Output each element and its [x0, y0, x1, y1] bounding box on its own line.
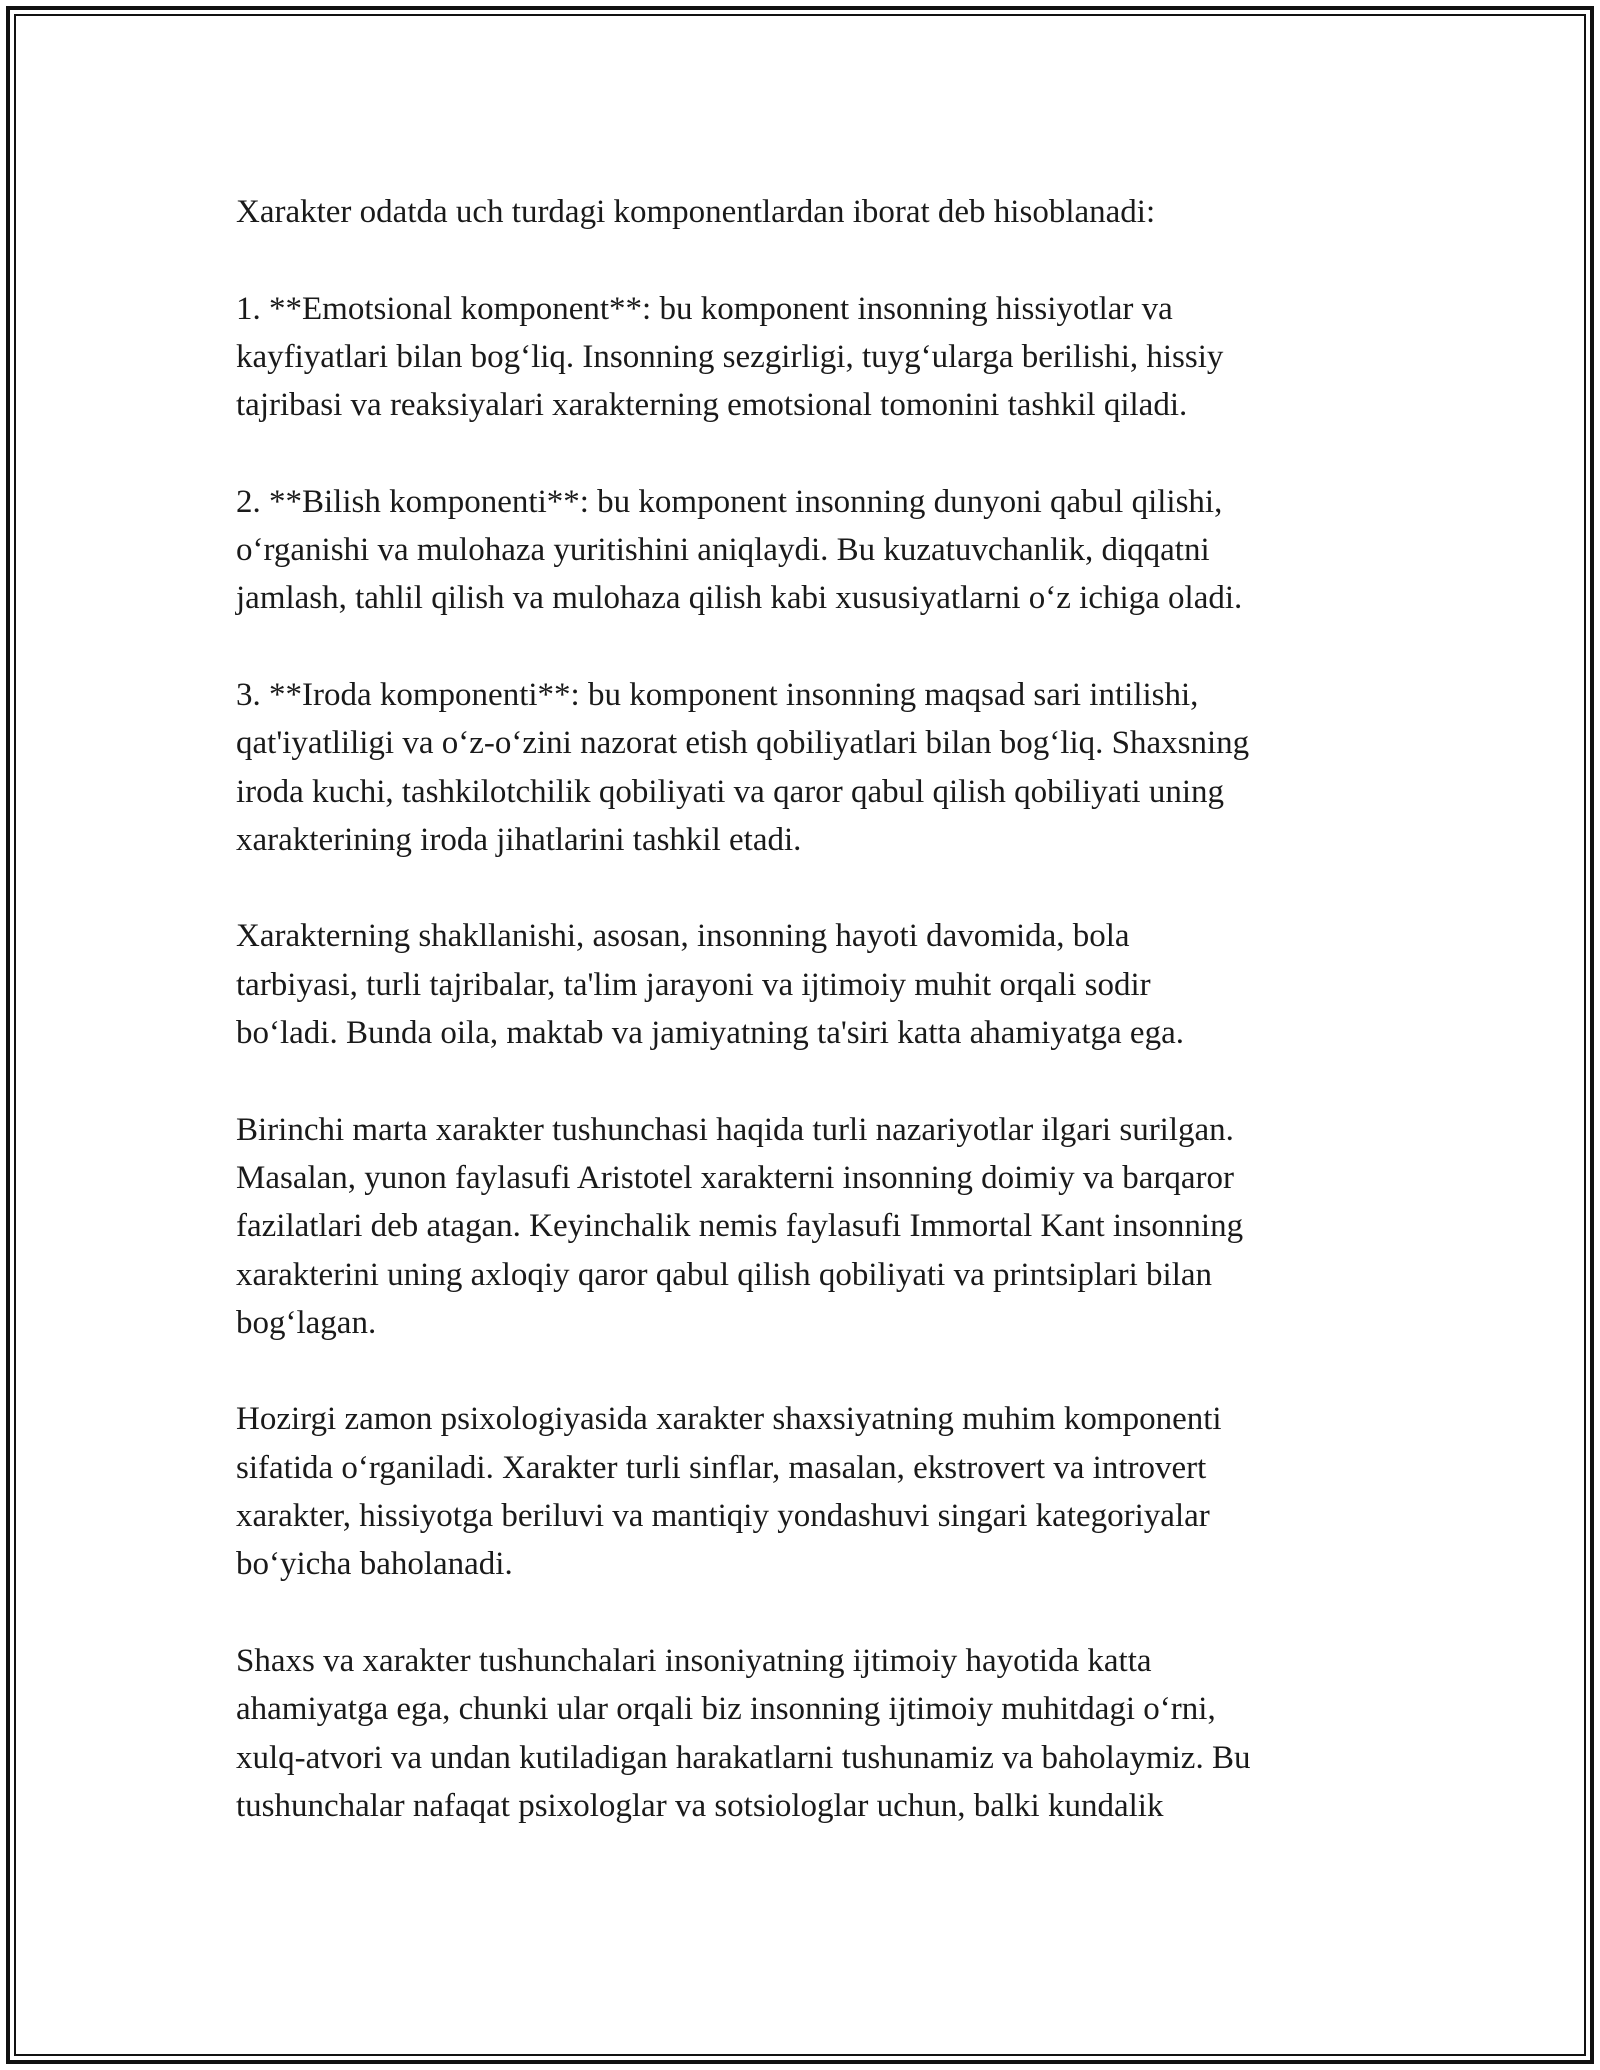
text-line: 2. **Bilish komponenti**: bu komponent insonning dunyoni qabul qilishi,	[236, 483, 1223, 520]
text-line: Xarakter odatda uch turdagi komponentlardan iborat deb hisoblanadi:	[236, 194, 1156, 230]
text-line: sifatida o‘rganiladi. Xarakter turli sinflar, masalan, ekstrovert va introvert	[236, 1449, 1207, 1486]
document-body	[236, 188, 1376, 1878]
text-line: kayfiyatlari bilan bog‘liq. Insonning sezgirligi, tuyg‘ularga berilishi, hissiy	[236, 338, 1224, 375]
text-line: jamlash, tahlil qilish va mulohaza qilish kabi xususiyatlarni o‘z ichiga oladi.	[236, 580, 1243, 617]
text-line: bo‘ladi. Bunda oila, maktab va jamiyatning ta'siri katta ahamiyatga ega.	[236, 1015, 1184, 1052]
paragraph	[236, 1637, 1376, 1830]
text-line: tushunchalar nafaqat psixologlar va sotsiologlar uchun, balki kundalik	[236, 1787, 1164, 1824]
text-line: tarbiyasi, turli tajribalar, ta'lim jarayoni va ijtimoiy muhit orqali sodir	[236, 966, 1151, 1003]
text-line: xarakterini uning axloqiy qaror qabul qilish qobiliyati va printsiplari bilan	[236, 1256, 1213, 1293]
paragraph	[236, 671, 1376, 864]
text-line: Hozirgi zamon psixologiyasida xarakter shaxsiyatning muhim komponenti	[236, 1401, 1222, 1438]
text-line: bo‘yicha baholanadi.	[236, 1546, 513, 1583]
paragraph	[236, 912, 1376, 1057]
text-line: Birinchi marta xarakter tushunchasi haqida turli nazariyotlar ilgari surilgan.	[236, 1111, 1234, 1148]
text-line: o‘rganishi va mulohaza yuritishini aniqlaydi. Bu kuzatuvchanlik, diqqatni	[236, 532, 1210, 569]
paragraph	[236, 285, 1376, 430]
paragraph	[236, 188, 1376, 236]
text-line: iroda kuchi, tashkilotchilik qobiliyati va qaror qabul qilish qobiliyati uning	[236, 773, 1225, 810]
text-line: 3. **Iroda komponenti**: bu komponent insonning maqsad sari intilishi,	[236, 676, 1199, 713]
text-line: xarakterining iroda jihatlarini tashkil etadi.	[236, 821, 802, 858]
text-line: xarakter, hissiyotga beriluvi va mantiqiy yondashuvi singari kategoriyalar	[236, 1498, 1210, 1535]
text-line: xulq-atvori va undan kutiladigan harakatlarni tushunamiz va baholaymiz. Bu	[236, 1739, 1251, 1776]
paragraph	[236, 1106, 1376, 1347]
text-line: tajribasi va reaksiyalari xarakterning emotsional tomonini tashkil qiladi.	[236, 387, 1188, 424]
text-line: bog‘lagan.	[236, 1304, 377, 1341]
text-line: fazilatlari deb atagan. Keyinchalik nemis faylasufi Immortal Kant insonning	[236, 1208, 1244, 1245]
paragraph	[236, 1395, 1376, 1588]
text-line: 1. **Emotsional komponent**: bu komponent insonning hissiyotlar va	[236, 290, 1173, 327]
paragraph	[236, 478, 1376, 623]
text-line: Shaxs va xarakter tushunchalari insoniyatning ijtimoiy hayotida katta	[236, 1642, 1152, 1679]
text-line: Xarakterning shakllanishi, asosan, insonning hayoti davomida, bola	[236, 918, 1130, 955]
text-line: qat'iyatliligi va o‘z-o‘zini nazorat etish qobiliyatlari bilan bog‘liq. Shaxsning	[236, 725, 1250, 762]
text-line: Masalan, yunon faylasufi Aristotel xarakterni insonning doimiy va barqaror	[236, 1159, 1235, 1196]
text-line: ahamiyatga ega, chunki ular orqali biz insonning ijtimoiy muhitdagi o‘rni,	[236, 1691, 1216, 1728]
